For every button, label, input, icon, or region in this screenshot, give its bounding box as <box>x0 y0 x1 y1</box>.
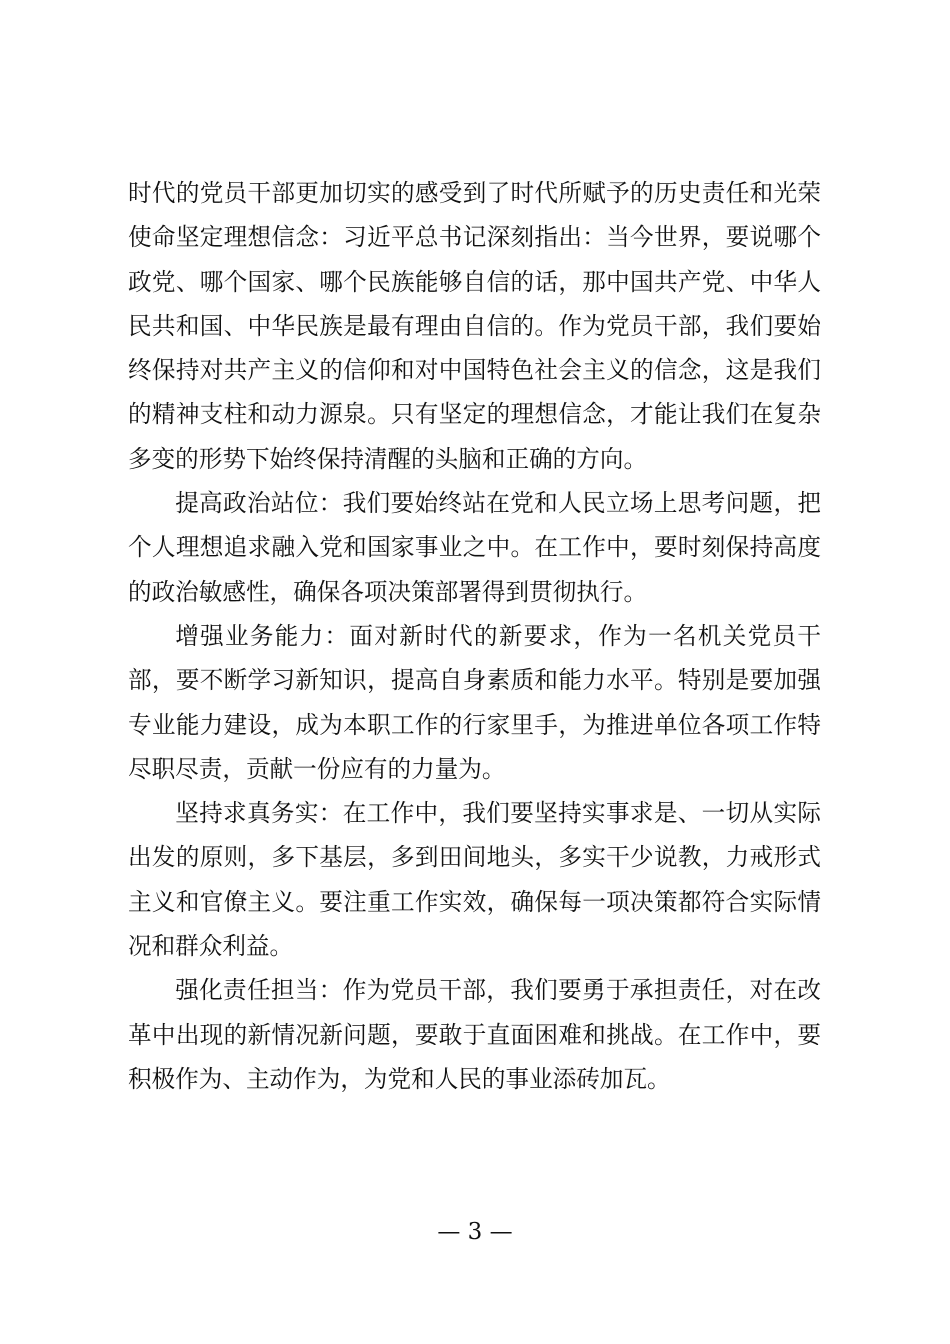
paragraph-continued: 时代的党员干部更加切实的感受到了时代所赋予的历史责任和光荣使命坚定理想信念：习近平总书记深刻指出：当今世界，要说哪个政党、哪个国家、哪个民族能够自信的话，那中国共产党、中华人民共和国、中华民族是最有理由自信的。作为党员干部，我们要始终保持对共产主义的信仰和对中国特色社会主义的信念，这是我们的精神支柱和动力源泉。只有坚定的理想信念，才能让我们在复杂多变的形势下始终保持清醒的头脑和正确的方向。 <box>128 179 821 473</box>
document-body <box>128 171 821 1101</box>
page-number: — 3 — <box>437 1219 513 1245</box>
paragraph-responsibility: 强化责任担当：作为党员干部，我们要勇于承担责任，对在改革中出现的新情况新问题，要敢于直面困难和挑战。在工作中，要积极作为、主动作为，为党和人民的事业添砖加瓦。 <box>128 976 821 1093</box>
paragraph-political-stance: 提高政治站位：我们要始终站在党和人民立场上思考问题，把个人理想追求融入党和国家事业之中。在工作中，要时刻保持高度的政治敏感性，确保各项决策部署得到贯彻执行。 <box>128 489 821 606</box>
paragraph-pragmatism: 坚持求真务实：在工作中，我们要坚持实事求是、一切从实际出发的原则，多下基层，多到田间地头，多实干少说教，力戒形式主义和官僚主义。要注重工作实效，确保每一项决策都符合实际情况和群众利益。 <box>128 799 821 961</box>
paragraph-business-ability: 增强业务能力：面对新时代的新要求，作为一名机关党员干部，要不断学习新知识，提高自身素质和能力水平。特别是要加强专业能力建设，成为本职工作的行家里手，为推进单位各项工作特尽职尽责，贡献一份应有的力量为。 <box>128 621 821 783</box>
